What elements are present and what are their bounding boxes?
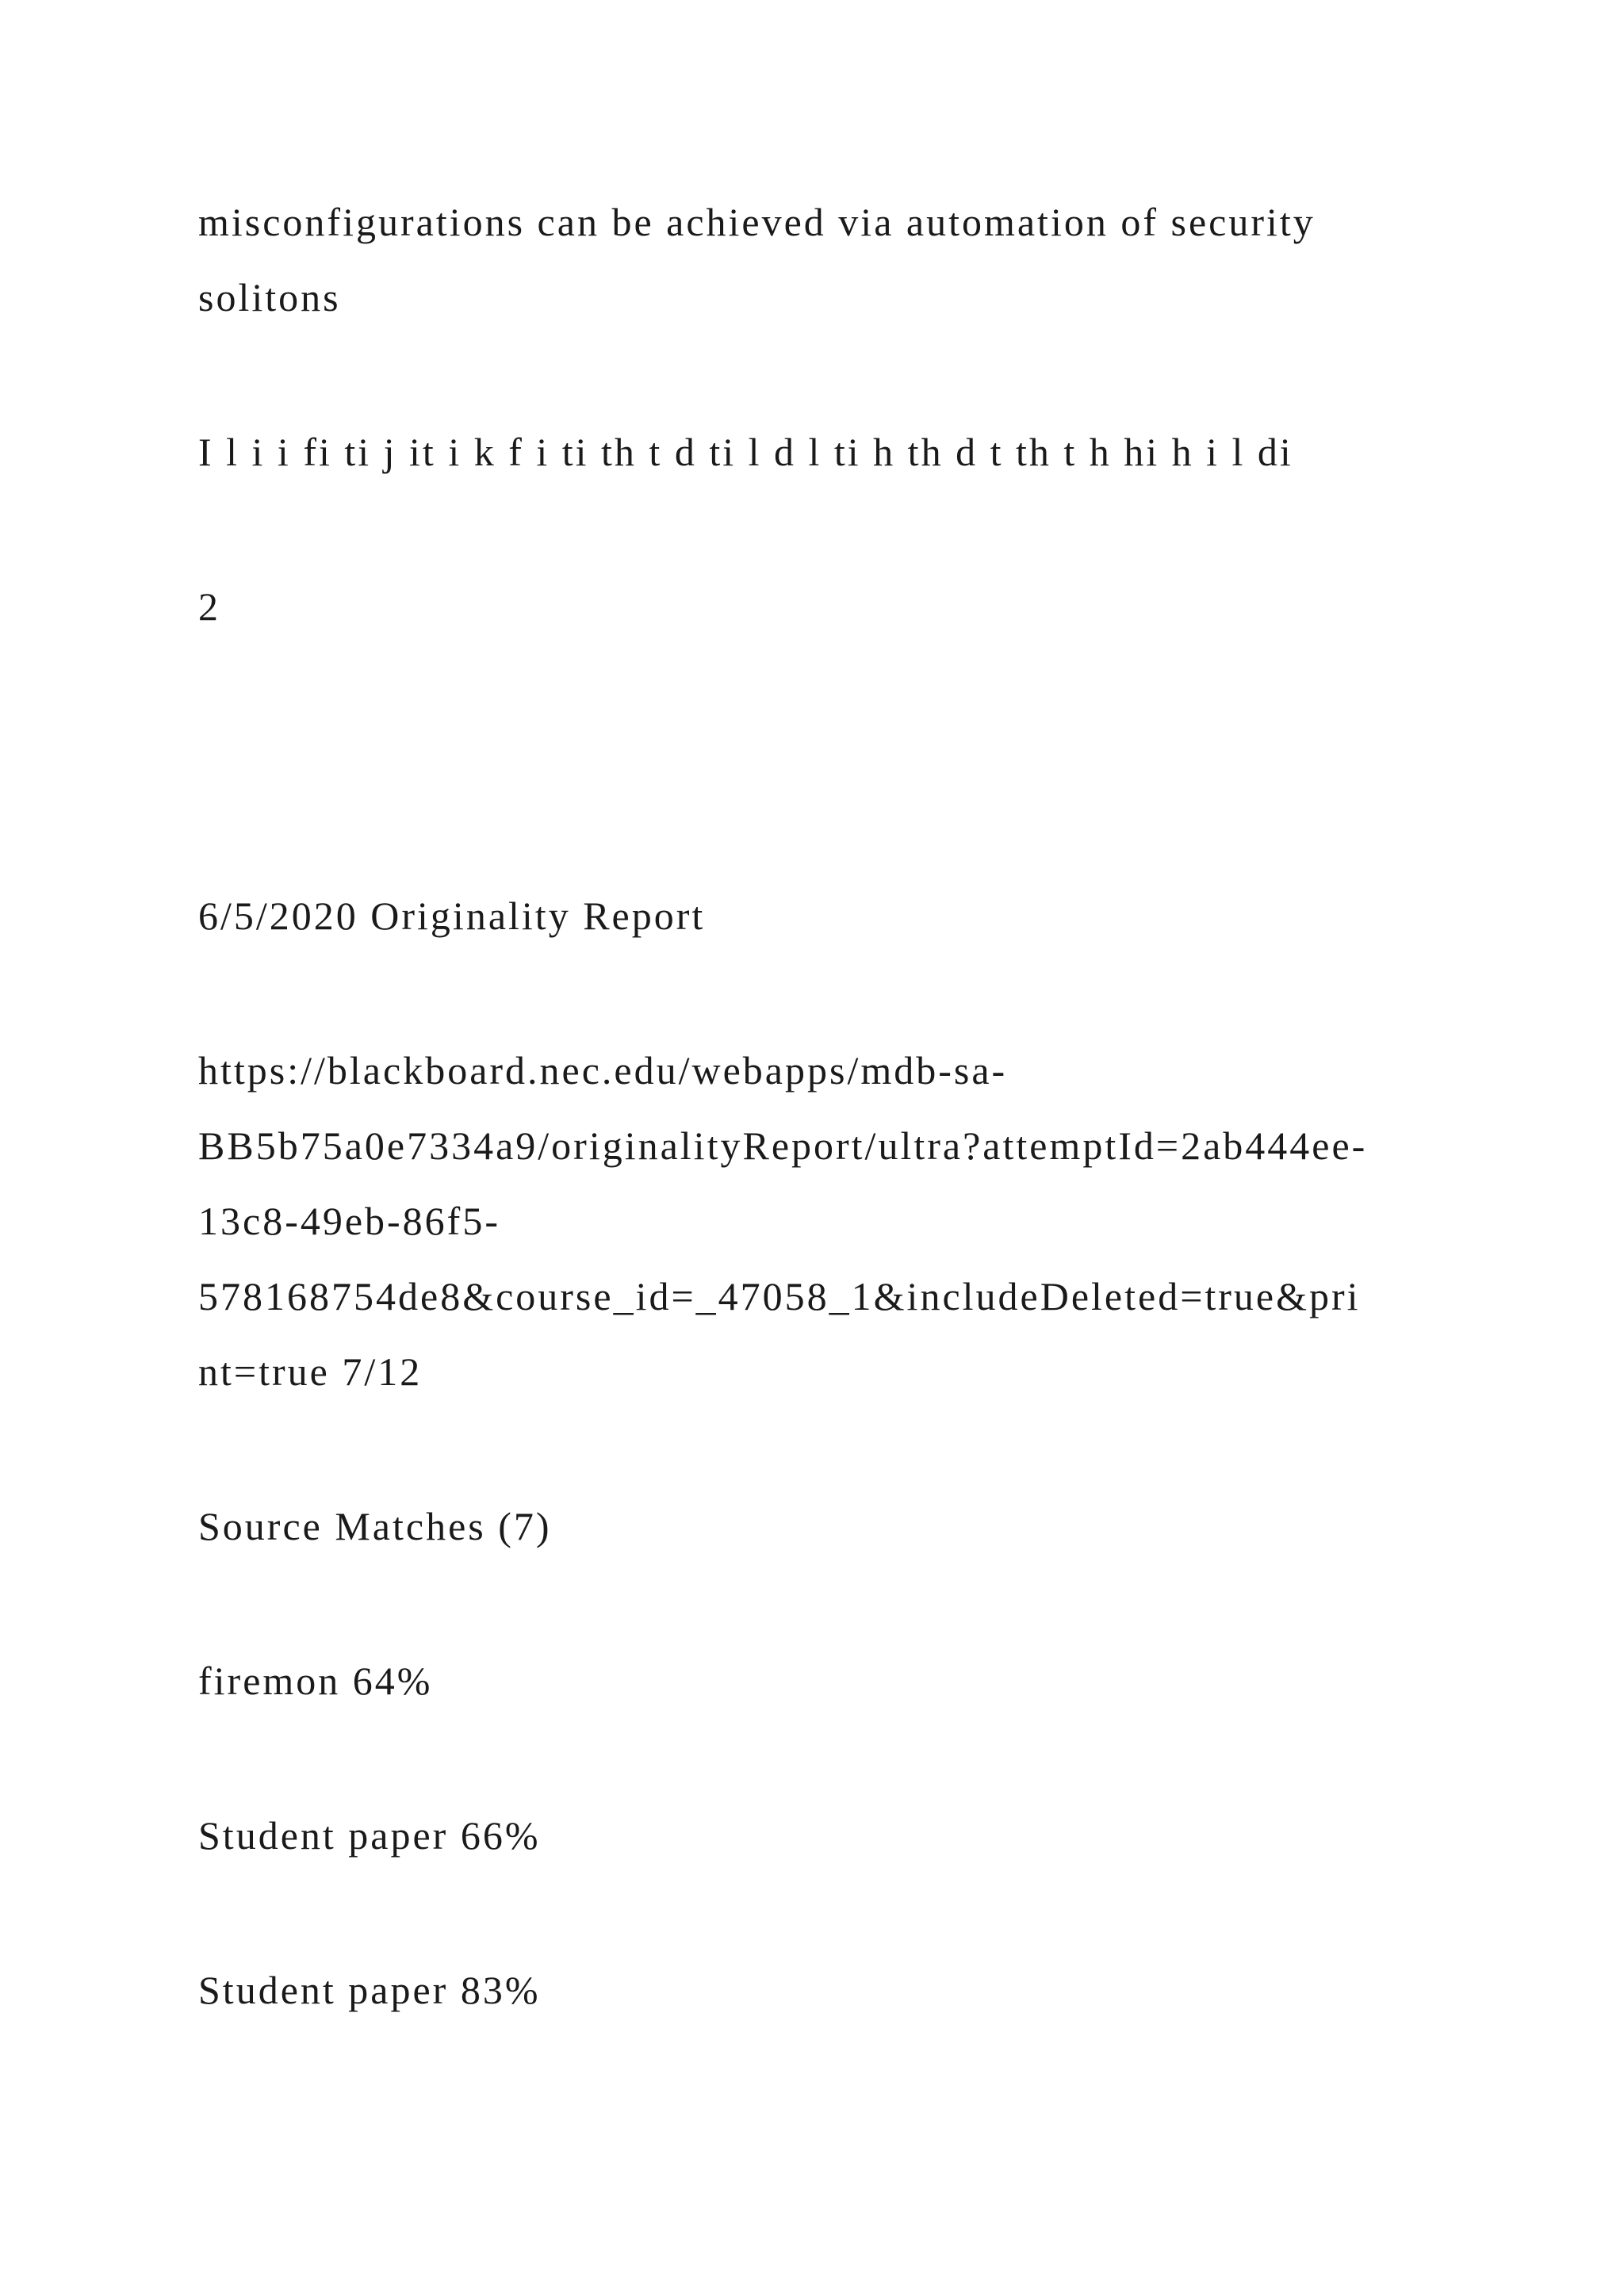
report-url-line-3: 13c8-49eb-86f5-	[198, 1199, 500, 1243]
page-number: 2	[198, 584, 220, 629]
paragraph-line-2: solitons	[198, 275, 341, 320]
report-url-line-5: nt=true 7/12	[198, 1349, 423, 1394]
source-matches-heading: Source Matches (7)	[198, 1504, 552, 1548]
report-url-line-2: BB5b75a0e7334a9/originalityReport/ultra?attemptId=2ab444ee-	[198, 1123, 1368, 1168]
report-url-line-4: 578168754de8&course_id=_47058_1&includeDeleted=true&pri	[198, 1274, 1361, 1318]
report-url-line-1: https://blackboard.nec.edu/webapps/mdb-sa-	[198, 1048, 1008, 1093]
garbled-text-line: I l i i fi ti j it i k f i ti th t d ti l d l ti h th d t th t h hi h i l di	[198, 430, 1293, 474]
source-match-item: Student paper 83%	[198, 1968, 541, 2012]
source-match-item: firemon 64%	[198, 1659, 433, 1703]
paragraph-line-1: misconfigurations can be achieved via automation of security	[198, 200, 1316, 244]
source-match-item: Student paper 66%	[198, 1813, 541, 1858]
report-header: 6/5/2020 Originality Report	[198, 894, 706, 938]
